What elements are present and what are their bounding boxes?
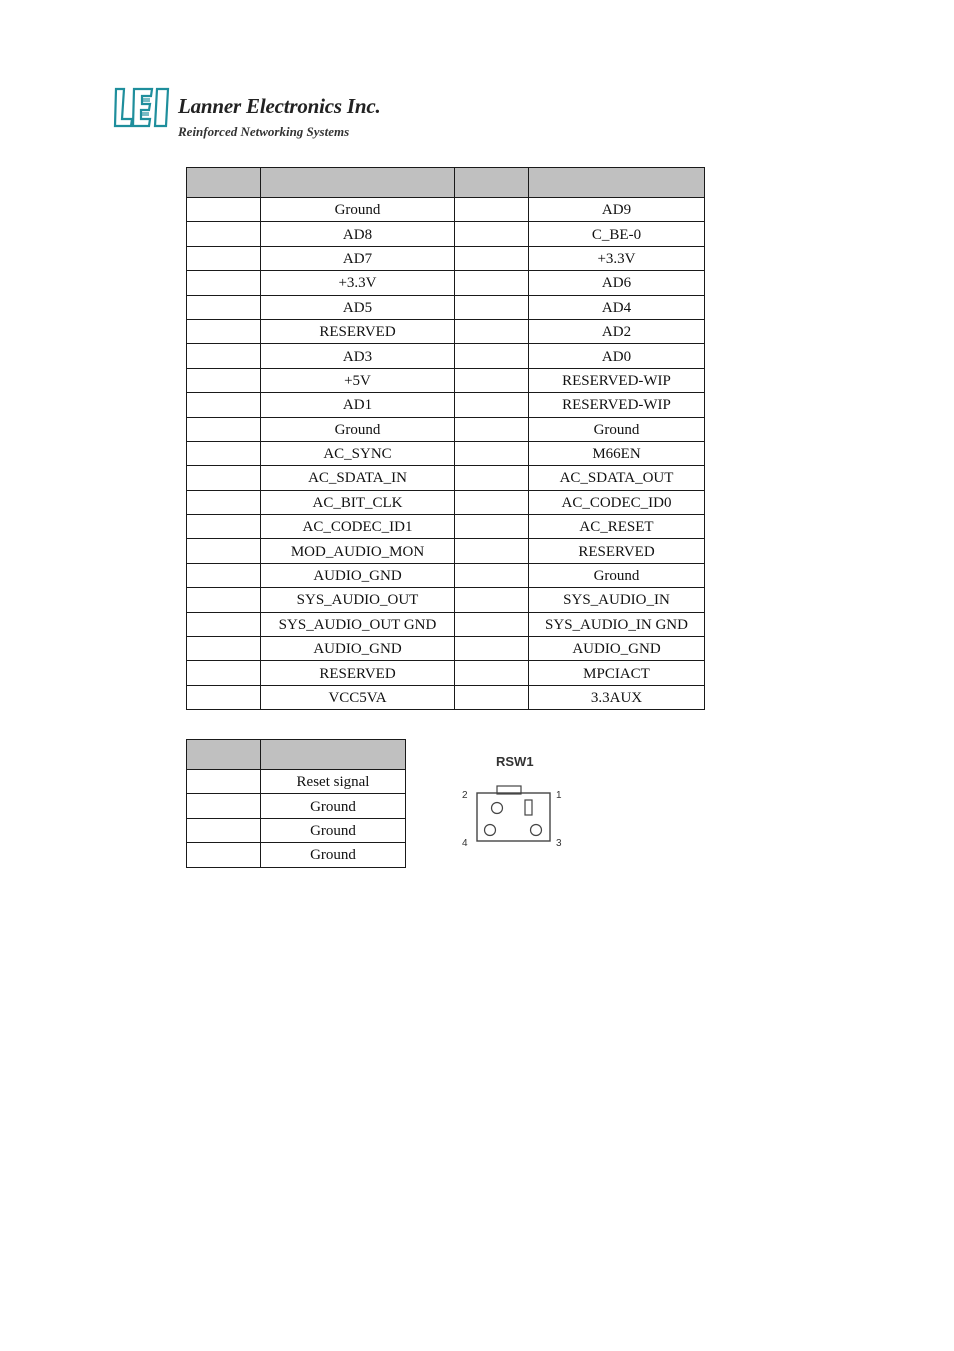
- pin-number-cell: [187, 393, 261, 417]
- pin-number-cell: [455, 417, 529, 441]
- pin-number-cell: [455, 637, 529, 661]
- pin-number-cell: [187, 612, 261, 636]
- table-row: [187, 818, 406, 842]
- pin-number-cell: [455, 490, 529, 514]
- pin-number-cell: [455, 685, 529, 709]
- signal-name-cell: AUDIO_GND: [261, 637, 455, 661]
- pin-number-2: 2: [462, 790, 468, 801]
- pin-3-hole: [531, 825, 542, 836]
- signal-name-cell: MOD_AUDIO_MON: [261, 539, 455, 563]
- table-row: [187, 319, 705, 343]
- pin-number-cell: [187, 344, 261, 368]
- signal-name-cell: C_BE-0: [529, 222, 705, 246]
- table-row: [187, 588, 705, 612]
- pin-4-hole: [485, 825, 496, 836]
- pin-number-3: 3: [556, 838, 562, 849]
- reset-table-body: [187, 770, 406, 868]
- pin-number-cell: [187, 770, 261, 794]
- pin-number-cell: [187, 637, 261, 661]
- pin-1-slot: [525, 800, 532, 815]
- pin-number-cell: [187, 515, 261, 539]
- table-row: [187, 393, 705, 417]
- signal-name-cell: AD6: [529, 271, 705, 295]
- signal-name-cell: RESERVED: [261, 319, 455, 343]
- table-row: [187, 417, 705, 441]
- reset-pin-table: [186, 739, 406, 868]
- signal-name-cell: RESERVED-WIP: [529, 393, 705, 417]
- signal-name-cell: M66EN: [529, 441, 705, 465]
- pin-number-cell: [455, 515, 529, 539]
- pin-number-cell: [187, 368, 261, 392]
- table-row: [187, 770, 406, 794]
- signal-name-cell: Ground: [261, 417, 455, 441]
- table-row: [187, 466, 705, 490]
- pin-number-cell: [187, 319, 261, 343]
- signal-name-cell: AD2: [529, 319, 705, 343]
- pin-number-cell: [187, 661, 261, 685]
- header-signal-left: [261, 168, 455, 198]
- pin-number-cell: [187, 222, 261, 246]
- table-row: [187, 271, 705, 295]
- signal-name-cell: AC_SDATA_IN: [261, 466, 455, 490]
- pin-number-cell: [187, 843, 261, 867]
- company-tagline: Reinforced Networking Systems: [178, 124, 350, 139]
- table-row: [187, 685, 705, 709]
- signal-name-cell: AC_RESET: [529, 515, 705, 539]
- pin-number-cell: [455, 393, 529, 417]
- pin-number-cell: [187, 818, 261, 842]
- pin-number-cell: [455, 563, 529, 587]
- signal-name-cell: AD7: [261, 246, 455, 270]
- signal-name-cell: Ground: [261, 198, 455, 222]
- table-row: [187, 198, 705, 222]
- table-row: [187, 515, 705, 539]
- pin-number-cell: [187, 246, 261, 270]
- table-row: [187, 794, 406, 818]
- signal-name-cell: 3.3AUX: [529, 685, 705, 709]
- pin-number-cell: [187, 198, 261, 222]
- pin-number-cell: [455, 222, 529, 246]
- pin-number-cell: [455, 271, 529, 295]
- pin-number-cell: [455, 368, 529, 392]
- signal-name-cell: VCC5VA: [261, 685, 455, 709]
- signal-name-cell: AD3: [261, 344, 455, 368]
- pin-number-cell: [455, 198, 529, 222]
- pin-description-cell: Ground: [261, 818, 406, 842]
- connector-pin-table: [186, 167, 705, 710]
- pin-table-header: [187, 168, 705, 198]
- signal-name-cell: AD4: [529, 295, 705, 319]
- header-signal-right: [529, 168, 705, 198]
- signal-name-cell: AD1: [261, 393, 455, 417]
- pin-number-cell: [455, 466, 529, 490]
- pin-number-cell: [455, 344, 529, 368]
- rsw1-title: RSW1: [496, 754, 534, 769]
- table-row: [187, 661, 705, 685]
- signal-name-cell: Ground: [529, 563, 705, 587]
- table-row: [187, 490, 705, 514]
- pin-number-cell: [187, 417, 261, 441]
- signal-name-cell: +3.3V: [261, 271, 455, 295]
- signal-name-cell: +5V: [261, 368, 455, 392]
- table-row: [187, 843, 406, 867]
- signal-name-cell: SYS_AUDIO_OUT: [261, 588, 455, 612]
- signal-name-cell: Ground: [529, 417, 705, 441]
- table-row: [187, 612, 705, 636]
- pin-number-cell: [455, 246, 529, 270]
- signal-name-cell: AD0: [529, 344, 705, 368]
- pin-number-cell: [187, 271, 261, 295]
- pin-number-cell: [455, 539, 529, 563]
- pin-number-cell: [455, 441, 529, 465]
- pin-number-cell: [187, 685, 261, 709]
- header-pin: [187, 740, 261, 770]
- pin-number-cell: [455, 612, 529, 636]
- signal-name-cell: AC_CODEC_ID1: [261, 515, 455, 539]
- signal-name-cell: RESERVED: [261, 661, 455, 685]
- lei-logo-mark: [112, 86, 174, 130]
- header-pin-left: [187, 168, 261, 198]
- signal-name-cell: AC_SYNC: [261, 441, 455, 465]
- pin-number-4: 4: [462, 838, 468, 849]
- connector-housing: [477, 793, 550, 841]
- table-row: [187, 368, 705, 392]
- pin-number-cell: [455, 295, 529, 319]
- signal-name-cell: RESERVED-WIP: [529, 368, 705, 392]
- pin-table-body: [187, 198, 705, 710]
- table-row: [187, 222, 705, 246]
- reset-table-header: [187, 740, 406, 770]
- company-name: Lanner Electronics Inc.: [178, 94, 381, 118]
- rsw1-connector-diagram: [456, 750, 576, 855]
- table-row: [187, 441, 705, 465]
- table-row: [187, 246, 705, 270]
- pin-number-cell: [187, 794, 261, 818]
- pin-number-cell: [187, 490, 261, 514]
- signal-name-cell: SYS_AUDIO_IN GND: [529, 612, 705, 636]
- table-row: [187, 295, 705, 319]
- table-row: [187, 539, 705, 563]
- table-row: [187, 637, 705, 661]
- pin-number-cell: [187, 539, 261, 563]
- pin-2-hole: [492, 803, 503, 814]
- signal-name-cell: AC_SDATA_OUT: [529, 466, 705, 490]
- header-pin-right: [455, 168, 529, 198]
- signal-name-cell: AUDIO_GND: [529, 637, 705, 661]
- pin-description-cell: Reset signal: [261, 770, 406, 794]
- pin-number-cell: [455, 588, 529, 612]
- pin-number-cell: [187, 563, 261, 587]
- pin-number-1: 1: [556, 790, 562, 801]
- signal-name-cell: SYS_AUDIO_IN: [529, 588, 705, 612]
- signal-name-cell: SYS_AUDIO_OUT GND: [261, 612, 455, 636]
- header-description: [261, 740, 406, 770]
- signal-name-cell: AD5: [261, 295, 455, 319]
- table-row: [187, 344, 705, 368]
- signal-name-cell: RESERVED: [529, 539, 705, 563]
- signal-name-cell: AC_BIT_CLK: [261, 490, 455, 514]
- signal-name-cell: AD8: [261, 222, 455, 246]
- pin-number-cell: [187, 441, 261, 465]
- table-row: [187, 563, 705, 587]
- signal-name-cell: AD9: [529, 198, 705, 222]
- pin-number-cell: [187, 466, 261, 490]
- pin-number-cell: [187, 295, 261, 319]
- company-logo: [112, 86, 412, 146]
- signal-name-cell: MPCIACT: [529, 661, 705, 685]
- pin-description-cell: Ground: [261, 843, 406, 867]
- signal-name-cell: AC_CODEC_ID0: [529, 490, 705, 514]
- pin-number-cell: [455, 661, 529, 685]
- pin-description-cell: Ground: [261, 794, 406, 818]
- pin-number-cell: [187, 588, 261, 612]
- pin-number-cell: [455, 319, 529, 343]
- signal-name-cell: AUDIO_GND: [261, 563, 455, 587]
- signal-name-cell: +3.3V: [529, 246, 705, 270]
